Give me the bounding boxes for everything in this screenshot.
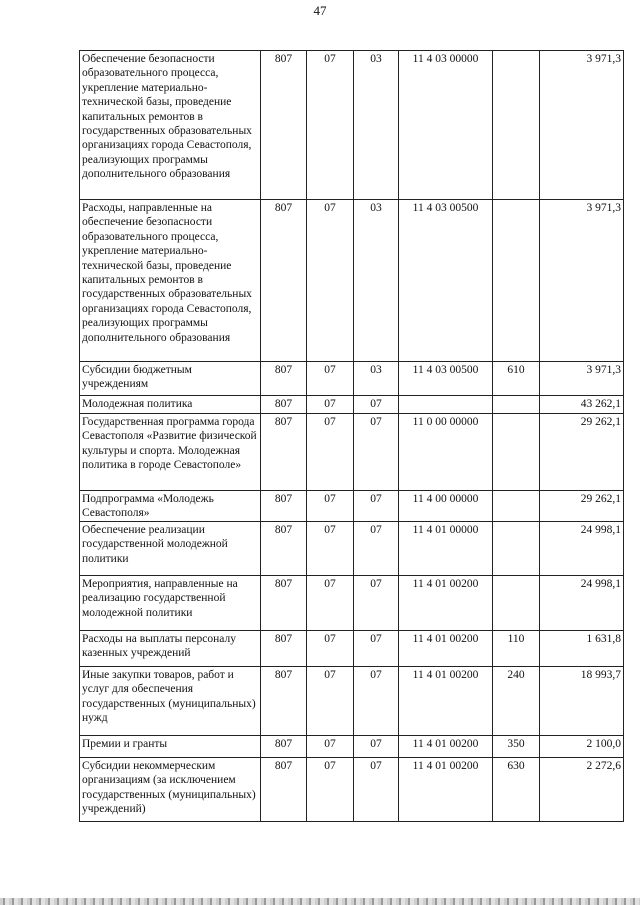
row-amount: 3 971,3 (540, 200, 624, 362)
row-ved: 807 (261, 735, 307, 757)
row-ved: 807 (261, 630, 307, 666)
row-amount: 2 100,0 (540, 735, 624, 757)
table-row (80, 396, 624, 414)
row-pr: 07 (354, 396, 399, 414)
row-name: Государственная программа города Севастополя «Развитие физической культуры и спорта. Молодежная политика в городе Севастополе» (80, 414, 261, 491)
row-name: Обеспечение реализации государственной молодежной политики (80, 521, 261, 575)
row-name: Расходы на выплаты персоналу казенных учреждений (80, 630, 261, 666)
row-csr: 11 4 01 00200 (399, 630, 493, 666)
table-row (80, 521, 624, 575)
row-vr: 630 (493, 757, 540, 821)
row-vr (493, 200, 540, 362)
row-name: Молодежная политика (80, 396, 261, 414)
row-amount: 2 272,6 (540, 757, 624, 821)
budget-table (79, 50, 624, 822)
row-vr: 110 (493, 630, 540, 666)
table-row (80, 51, 624, 200)
row-amount: 3 971,3 (540, 362, 624, 396)
row-vr (493, 491, 540, 522)
row-ved: 807 (261, 521, 307, 575)
table-row (80, 414, 624, 491)
row-csr (399, 396, 493, 414)
row-rz: 07 (307, 735, 354, 757)
row-rz: 07 (307, 630, 354, 666)
row-pr: 07 (354, 757, 399, 821)
row-name: Субсидии бюджетным учреждениям (80, 362, 261, 396)
row-amount: 24 998,1 (540, 521, 624, 575)
row-name: Мероприятия, направленные на реализацию государственной молодежной политики (80, 575, 261, 630)
row-name: Иные закупки товаров, работ и услуг для обеспечения государственных (муниципальных) нужд (80, 666, 261, 735)
table-row (80, 575, 624, 630)
row-rz: 07 (307, 362, 354, 396)
row-csr: 11 4 01 00200 (399, 757, 493, 821)
table-row (80, 362, 624, 396)
row-pr: 07 (354, 414, 399, 491)
row-csr: 11 4 00 00000 (399, 491, 493, 522)
row-csr: 11 4 01 00000 (399, 521, 493, 575)
row-pr: 03 (354, 51, 399, 200)
table-row (80, 200, 624, 362)
row-ved: 807 (261, 491, 307, 522)
row-rz: 07 (307, 666, 354, 735)
row-vr: 350 (493, 735, 540, 757)
row-vr (493, 51, 540, 200)
row-pr: 07 (354, 491, 399, 522)
row-ved: 807 (261, 666, 307, 735)
row-rz: 07 (307, 51, 354, 200)
row-name: Обеспечение безопасности образовательного процесса, укрепление материально-технической базы, проведение капитальных ремонтов в государственных образовательных организациях города Севастополя, реализующих программы дополнительного образования (80, 51, 261, 200)
table-row (80, 757, 624, 821)
row-ved: 807 (261, 51, 307, 200)
row-pr: 03 (354, 200, 399, 362)
row-pr: 07 (354, 666, 399, 735)
row-csr: 11 4 03 00000 (399, 51, 493, 200)
row-vr (493, 575, 540, 630)
row-vr: 240 (493, 666, 540, 735)
row-pr: 07 (354, 521, 399, 575)
row-amount: 29 262,1 (540, 491, 624, 522)
row-pr: 03 (354, 362, 399, 396)
row-rz: 07 (307, 575, 354, 630)
scan-edge-artifact (0, 898, 640, 905)
row-ved: 807 (261, 575, 307, 630)
row-ved: 807 (261, 414, 307, 491)
row-amount: 1 631,8 (540, 630, 624, 666)
row-rz: 07 (307, 757, 354, 821)
row-vr (493, 521, 540, 575)
row-rz: 07 (307, 521, 354, 575)
row-amount: 18 993,7 (540, 666, 624, 735)
row-name: Подпрограмма «Молодежь Севастополя» (80, 491, 261, 522)
row-amount: 43 262,1 (540, 396, 624, 414)
row-ved: 807 (261, 362, 307, 396)
table-row (80, 666, 624, 735)
row-amount: 29 262,1 (540, 414, 624, 491)
row-amount: 24 998,1 (540, 575, 624, 630)
row-vr (493, 396, 540, 414)
table-row (80, 735, 624, 757)
row-name: Субсидии некоммерческим организациям (за исключением государственных (муниципальных) учреждений) (80, 757, 261, 821)
table-row (80, 630, 624, 666)
row-csr: 11 0 00 00000 (399, 414, 493, 491)
row-amount: 3 971,3 (540, 51, 624, 200)
row-ved: 807 (261, 396, 307, 414)
table-row (80, 491, 624, 522)
row-name: Премии и гранты (80, 735, 261, 757)
row-vr: 610 (493, 362, 540, 396)
row-csr: 11 4 01 00200 (399, 575, 493, 630)
page-number: 47 (313, 3, 327, 18)
row-ved: 807 (261, 757, 307, 821)
row-rz: 07 (307, 200, 354, 362)
row-rz: 07 (307, 491, 354, 522)
row-pr: 07 (354, 575, 399, 630)
row-rz: 07 (307, 396, 354, 414)
row-csr: 11 4 03 00500 (399, 362, 493, 396)
row-csr: 11 4 03 00500 (399, 200, 493, 362)
row-csr: 11 4 01 00200 (399, 735, 493, 757)
row-pr: 07 (354, 630, 399, 666)
row-rz: 07 (307, 414, 354, 491)
row-csr: 11 4 01 00200 (399, 666, 493, 735)
row-name: Расходы, направленные на обеспечение безопасности образовательного процесса, укрепление материально-технической базы, проведение капитальных ремонтов в государственных образовательных организациях города Севастополя, реализующих программы дополнительного образования (80, 200, 261, 362)
row-vr (493, 414, 540, 491)
row-pr: 07 (354, 735, 399, 757)
row-ved: 807 (261, 200, 307, 362)
